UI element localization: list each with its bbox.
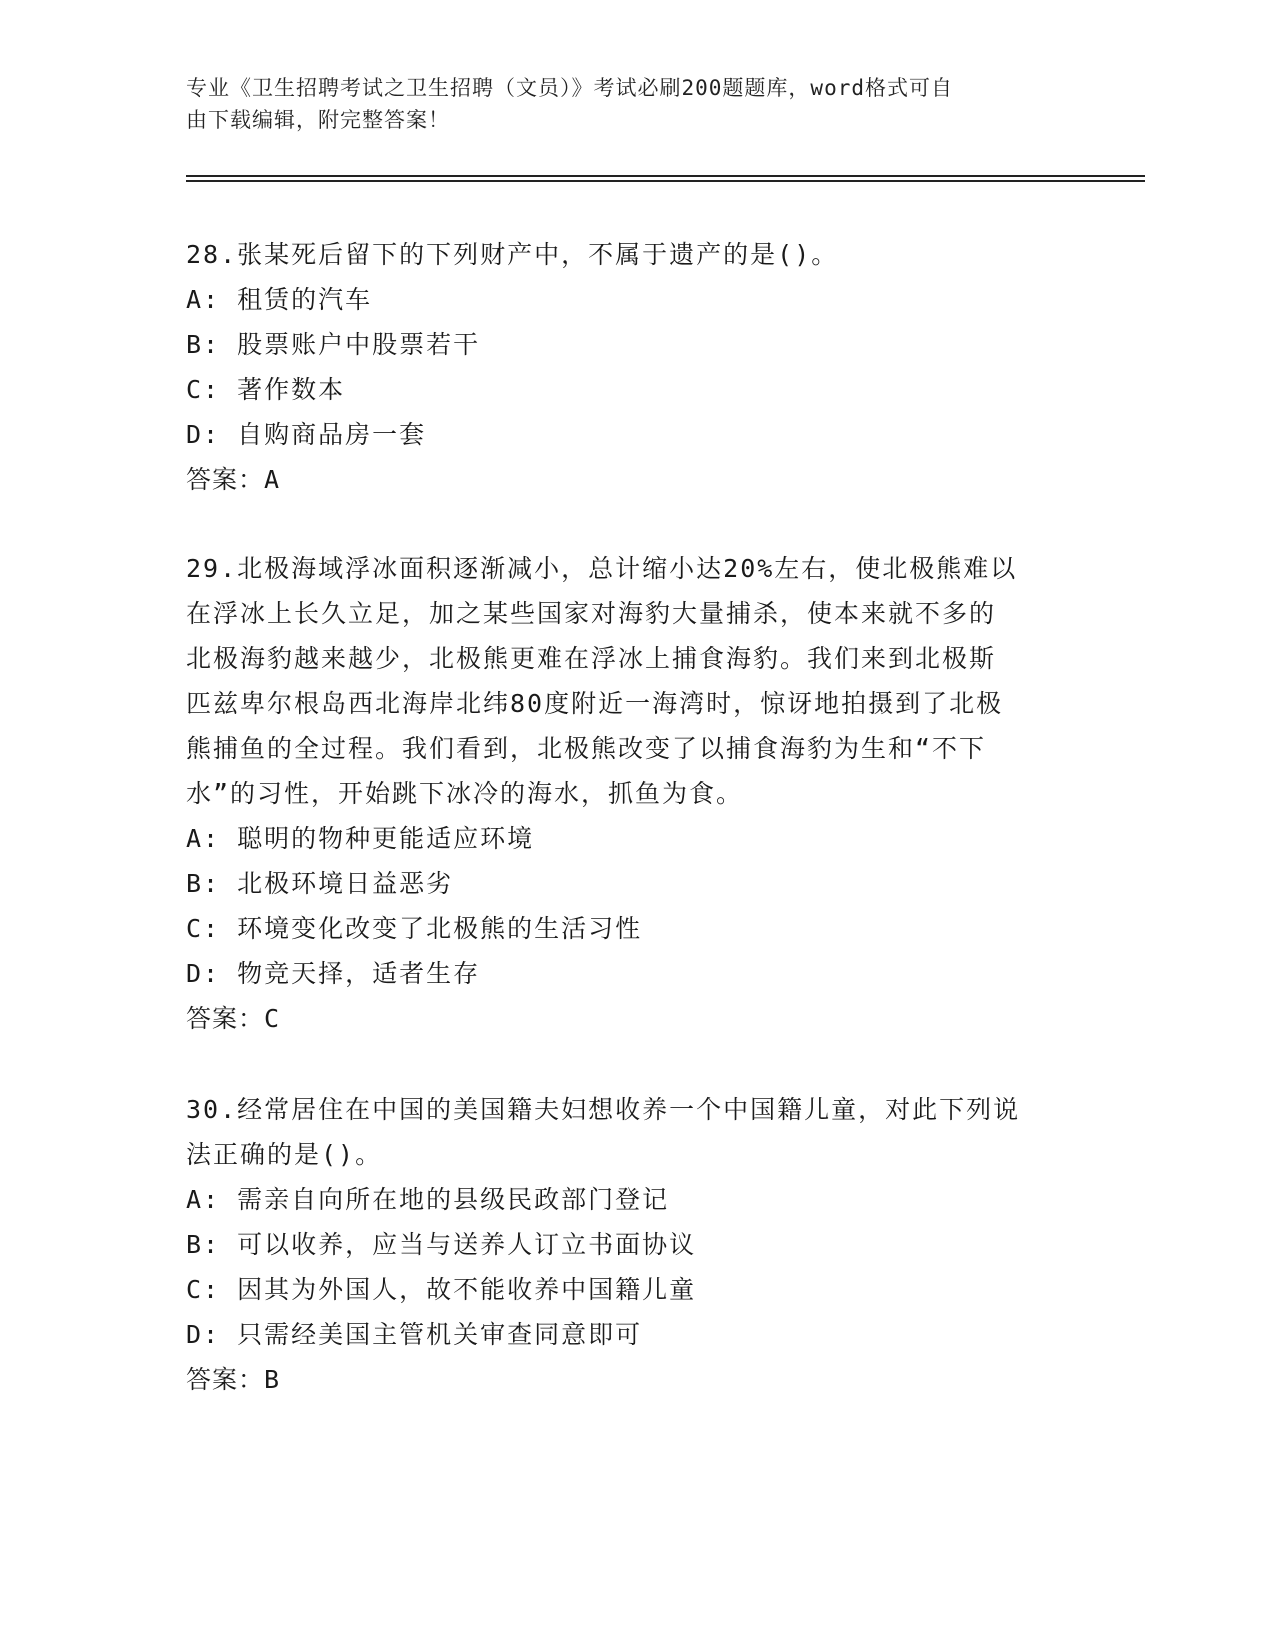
- question-text-line: 北极海豹越来越少，北极熊更难在浮冰上捕食海豹。我们来到北极斯: [186, 644, 997, 673]
- question-text-line: 法正确的是()。: [186, 1140, 383, 1169]
- option-a: [186, 277, 1066, 322]
- answer-line: [186, 457, 1066, 502]
- option-letter: A:: [186, 824, 221, 853]
- option-text: 可以收养，应当与送养人订立书面协议: [237, 1230, 697, 1259]
- option-letter: A:: [186, 1185, 221, 1214]
- document-header: [186, 72, 1066, 136]
- option-text: 物竞天择，适者生存: [237, 959, 481, 988]
- option-letter: D:: [186, 420, 221, 449]
- option-letter: B:: [186, 330, 221, 359]
- answer-value: B: [264, 1365, 281, 1394]
- option-letter: B:: [186, 1230, 221, 1259]
- option-c: [186, 1267, 1066, 1312]
- question-text-line: 30.经常居住在中国的美国籍夫妇想收养一个中国籍儿童，对此下列说: [186, 1095, 1021, 1124]
- option-b: [186, 322, 1066, 367]
- option-b: [186, 1222, 1066, 1267]
- answer-label: 答案：: [186, 1365, 265, 1394]
- header-line-2: 由下载编辑，附完整答案！: [186, 108, 450, 132]
- option-letter: C:: [186, 914, 221, 943]
- option-letter: B:: [186, 869, 221, 898]
- header-divider-bottom: [186, 180, 1145, 182]
- answer-line: [186, 1357, 1066, 1402]
- option-d: [186, 412, 1066, 457]
- option-c: [186, 906, 1066, 951]
- header-line-1: 专业《卫生招聘考试之卫生招聘（文员）》考试必刷200题题库，word格式可自: [186, 76, 953, 100]
- answer-label: 答案：: [186, 1004, 265, 1033]
- answer-value: A: [264, 465, 281, 494]
- question-text-line: 匹兹卑尔根岛西北海岸北纬80度附近一海湾时，惊讶地拍摄到了北极: [186, 689, 1004, 718]
- option-text: 聪明的物种更能适应环境: [237, 824, 535, 853]
- question-text-line: 在浮冰上长久立足，加之某些国家对海豹大量捕杀，使本来就不多的: [186, 599, 997, 628]
- question-28: [186, 232, 1066, 502]
- header-divider-top: [186, 175, 1145, 177]
- option-a: [186, 816, 1066, 861]
- question-30: [186, 1087, 1066, 1402]
- option-text: 股票账户中股票若干: [237, 330, 481, 359]
- option-d: [186, 951, 1066, 996]
- option-text: 因其为外国人，故不能收养中国籍儿童: [237, 1275, 697, 1304]
- option-d: [186, 1312, 1066, 1357]
- option-letter: D:: [186, 959, 221, 988]
- option-text: 著作数本: [237, 375, 346, 404]
- option-c: [186, 367, 1066, 412]
- answer-value: C: [264, 1004, 281, 1033]
- option-text: 只需经美国主管机关审查同意即可: [237, 1320, 643, 1349]
- option-text: 自购商品房一套: [237, 420, 427, 449]
- option-letter: A:: [186, 285, 221, 314]
- question-text-line: 29.北极海域浮冰面积逐渐减小，总计缩小达20%左右，使北极熊难以: [186, 554, 1018, 583]
- question-text-line: 水”的习性，开始跳下冰冷的海水，抓鱼为食。: [186, 779, 744, 808]
- option-a: [186, 1177, 1066, 1222]
- answer-label: 答案：: [186, 465, 265, 494]
- answer-line: [186, 996, 1066, 1041]
- option-text: 租赁的汽车: [237, 285, 373, 314]
- option-text: 北极环境日益恶劣: [237, 869, 454, 898]
- question-29: [186, 546, 1066, 1041]
- option-letter: C:: [186, 375, 221, 404]
- question-text-line: 熊捕鱼的全过程。我们看到，北极熊改变了以捕食海豹为生和“不下: [186, 734, 987, 763]
- option-b: [186, 861, 1066, 906]
- question-text: 28.张某死后留下的下列财产中，不属于遗产的是()。: [186, 240, 839, 269]
- option-text: 环境变化改变了北极熊的生活习性: [237, 914, 643, 943]
- option-letter: C:: [186, 1275, 221, 1304]
- option-text: 需亲自向所在地的县级民政部门登记: [237, 1185, 670, 1214]
- option-letter: D:: [186, 1320, 221, 1349]
